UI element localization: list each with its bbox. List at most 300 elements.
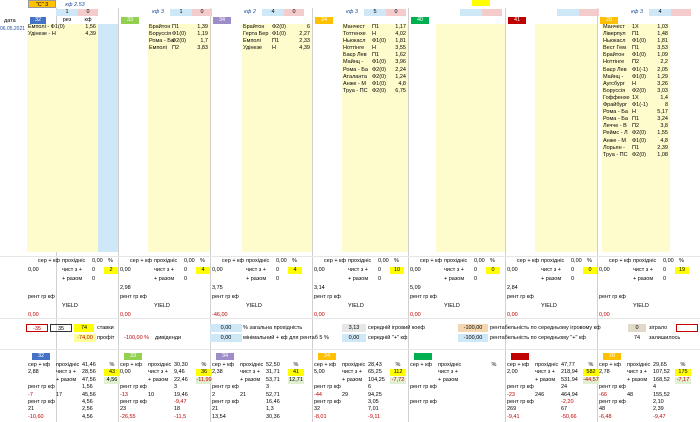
table-row (602, 88, 670, 95)
table-row (602, 109, 670, 116)
bottom-c2: 464,94 (561, 391, 578, 398)
block-v2[interactable]: 0 (386, 9, 406, 16)
table-6 (535, 24, 597, 252)
row-name: Ньюкасл (343, 38, 366, 45)
block-num[interactable]: 33 (121, 17, 139, 24)
table-row (27, 31, 98, 38)
bottom-c3 (390, 392, 406, 399)
bottom-c1: чист з + (56, 369, 76, 376)
stat-rentgr-label: рент гр кф (507, 294, 534, 300)
row-value: 1,17 (395, 24, 406, 30)
bottom-c3[interactable]: -11,99 (196, 376, 212, 383)
summary-avg-koef-val[interactable]: 3,13 (342, 324, 366, 332)
bottom-c3[interactable]: 36 (196, 369, 212, 376)
bottom-c2: 67 (561, 406, 568, 413)
bottom-c0: 48 (599, 406, 606, 413)
row-value: 4,39 (299, 45, 310, 52)
bottom-c0: рент гр кф (120, 384, 147, 391)
bottom-c3 (675, 399, 691, 406)
summary-rent1-val[interactable]: -100,00 (458, 324, 488, 332)
stat-y: 0,00 (28, 312, 39, 318)
yellow-cell[interactable] (472, 0, 490, 6)
row-bet: Ф1(-1) (632, 66, 648, 73)
bottom-c0 (410, 406, 438, 413)
title-cell[interactable]: "C" 3 (28, 0, 56, 8)
bottom-c1: прохідніс (438, 362, 462, 368)
bottom-c3[interactable]: 12,71 (289, 376, 303, 383)
row-name: Труа - ПС (603, 151, 628, 158)
row-bet: Ф2(0) (632, 130, 646, 137)
table-row (342, 38, 408, 45)
row-name: Брайтон (149, 24, 171, 30)
bottom-num[interactable] (414, 353, 432, 360)
stat-c[interactable]: 19 (675, 267, 689, 274)
stat-razom-label: + разом (541, 276, 562, 282)
stat-rentgr-label: рент гр кф (314, 294, 341, 300)
bottom-c3 (583, 392, 599, 399)
bottom-c2: 94,25 (368, 391, 382, 398)
stat-c[interactable]: 4 (196, 267, 210, 274)
bottom-c2: 52,71 (266, 391, 280, 398)
stat-y: 0,00 (410, 312, 421, 318)
bottom-num[interactable]: 20 (603, 353, 621, 360)
summary-red-box[interactable] (676, 324, 698, 332)
row-name: Лорьян - (603, 144, 625, 151)
row-name: Удінезе (243, 45, 262, 52)
stat-b: 0 (474, 267, 478, 273)
bottom-c1: чист з + (438, 369, 458, 376)
block-v1[interactable] (557, 9, 579, 16)
bottom-c0: -7 (28, 391, 33, 398)
summary-neg100: -100,00 % (124, 335, 150, 341)
stat-small: 2,98 (120, 285, 131, 291)
bottom-c3 (486, 406, 502, 413)
block-v1[interactable]: 4 (649, 9, 671, 16)
bottom-c0: -13 (120, 391, 128, 398)
bottom-c0: сер + кф (28, 362, 51, 368)
row-value: 1,62 (395, 52, 406, 59)
bottom-c3 (390, 384, 406, 391)
row-bet: П1 (632, 31, 640, 38)
bottom-num[interactable]: 32 (32, 353, 50, 360)
bottom-c0: 2,88 (28, 369, 39, 376)
table-row (342, 31, 408, 38)
stat-prox-val: 0,00 (378, 258, 389, 264)
bottom-c2: 1,56 (82, 384, 93, 391)
bottom-c2: 41,46 (82, 362, 96, 368)
row-bet: П2 (632, 59, 640, 66)
row-bet: П1 (172, 24, 180, 30)
stat-b: 0 (571, 267, 575, 273)
table-row (342, 81, 408, 88)
bottom-c3[interactable]: 41 (288, 369, 304, 376)
row-bet: Ф2(0) (372, 66, 386, 73)
stat-rentgr-label: рент гр кф (212, 294, 239, 300)
bottom-c3 (196, 392, 212, 399)
bottom-c0 (410, 414, 438, 421)
row-value: 3,53 (657, 45, 668, 52)
table-row (602, 67, 670, 74)
bottom-c2 (464, 406, 486, 413)
bottom-c3[interactable]: 175 (675, 369, 691, 376)
bottom-c2 (464, 362, 486, 369)
block-kf: кф 3 (631, 9, 643, 15)
bottom-c2: 45,56 (82, 391, 96, 398)
stat-c[interactable]: 4 (288, 267, 302, 274)
stat-yield-label: YIELD (633, 303, 649, 309)
table-row (602, 24, 670, 31)
bottom-c1: 29 (342, 391, 349, 398)
bottom-c1: 10 (148, 391, 155, 398)
bottom-c3 (486, 384, 502, 391)
bottom-c3[interactable]: % (680, 362, 686, 368)
bottom-c0: сер + кф (507, 362, 530, 368)
col1-num[interactable]: 32 (30, 17, 46, 24)
table-row (602, 116, 670, 123)
row-name: Манчест (603, 24, 625, 30)
bottom-c0: сер + кф (410, 362, 433, 368)
bottom-c1: + разом (342, 376, 363, 383)
row-name: Анже - М (603, 137, 626, 144)
row-name: Ліверпул (603, 31, 626, 38)
stat-razom-label: + разом (246, 276, 267, 282)
table-row (602, 52, 670, 59)
stat-y: 0,00 (120, 312, 131, 318)
bottom-c2: 4,56 (82, 399, 93, 405)
block-v2[interactable] (482, 9, 502, 16)
row-name: Фрайбург (603, 102, 628, 109)
row-bet: Ф1(0) (632, 38, 646, 45)
stat-prox-val: 0,00 (276, 258, 287, 264)
bottom-num[interactable]: 34 (216, 353, 234, 360)
stat-y: 0,00 (507, 312, 518, 318)
stat-yield-label: YIELD (541, 303, 557, 309)
bottom-c3 (288, 414, 304, 421)
bottom-c3[interactable]: % (293, 362, 299, 368)
bottom-c0: рент гр кф (212, 399, 239, 405)
stat-chyst-label: чист з + (541, 267, 561, 273)
table-row (342, 45, 408, 52)
bottom-c2: 531,94 (561, 376, 578, 383)
block-v2[interactable]: 0 (192, 9, 212, 16)
bottom-c3[interactable]: 4,56 (104, 377, 120, 384)
bottom-c2: 16,46 (266, 399, 280, 405)
summary-played-val[interactable]: 0 (628, 324, 646, 332)
bottom-c0: рент гр кф (120, 399, 147, 405)
bottom-num[interactable]: 33 (124, 353, 142, 360)
bottom-c0: рент гр кф (212, 384, 239, 391)
bottom-c0: рент гр кф (599, 399, 626, 405)
bottom-c3[interactable]: 582 (583, 369, 599, 376)
row-value: 2,39 (657, 144, 668, 151)
stat-chyst-label: чист з + (633, 267, 653, 273)
row-value: 1,4 (660, 94, 668, 101)
bottom-c2 (464, 392, 486, 399)
row-name: Вест Гем (603, 45, 626, 52)
bottom-c3 (583, 384, 599, 391)
stat-prox-val: 0,00 (571, 258, 582, 264)
row-bet: П2 (172, 45, 180, 52)
table-row (342, 88, 408, 95)
row-name: Лечче - В (603, 123, 627, 130)
summary-profit: профіт (97, 335, 115, 341)
bottom-c3[interactable]: % (491, 362, 497, 368)
date-label: дата (4, 18, 16, 24)
block-v1[interactable]: 4 (262, 9, 284, 16)
stat-c[interactable]: 0 (583, 267, 597, 274)
stat-c[interactable]: 10 (390, 267, 404, 274)
row-name: Анже - М (343, 80, 366, 87)
bottom-c0: -26,55 (120, 413, 136, 420)
bottom-c2: 30,36 (266, 413, 280, 420)
stat-chyst-label: чист з + (62, 267, 82, 273)
bottom-num[interactable]: 24 (318, 353, 336, 360)
row-bet: П1 (372, 24, 380, 30)
stat-c[interactable]: 0 (486, 267, 500, 274)
block-num[interactable]: 34 (213, 17, 231, 24)
bottom-c3[interactable]: 112 (390, 369, 406, 376)
row-name: Рома - Ба (603, 109, 628, 116)
row-value: 2,33 (299, 38, 310, 45)
block-num[interactable]: 24 (315, 17, 333, 24)
bottom-c2 (464, 377, 486, 384)
row-value: 1,48 (657, 31, 668, 38)
summary-neg74[interactable]: -74,00 (74, 334, 96, 342)
row-bet: П1 (632, 45, 640, 52)
table-row (602, 74, 670, 81)
bottom-c0: 2,00 (507, 369, 518, 376)
bottom-c3[interactable]: % (588, 362, 594, 368)
bottom-c3[interactable]: 43 (104, 369, 120, 376)
row-name: Герта Бер (243, 31, 269, 38)
date-value: 06.05.2021 (0, 26, 26, 32)
bottom-c2: 28,56 (82, 369, 96, 376)
top-cell-bar[interactable] (0, 0, 700, 8)
row-value: 1,08 (657, 151, 668, 158)
stat-prox-label: прохідніс (541, 258, 565, 264)
stat-small: 3,75 (212, 285, 223, 291)
block-v1[interactable]: 5 (364, 9, 386, 16)
bottom-c0: -10,60 (28, 413, 44, 420)
row-value: 4,39 (85, 31, 96, 38)
row-bet: П1 (272, 38, 280, 45)
stat-small: 2,84 (507, 285, 518, 291)
bottom-c2: 107,52 (653, 369, 670, 376)
table-row (342, 59, 408, 66)
bottom-c0: -66 (599, 391, 607, 398)
bottom-c2: 2,56 (82, 406, 93, 413)
summary-35[interactable]: 35 (50, 324, 72, 332)
summary-avg-koef-label: середній ігровий коеф (368, 325, 425, 331)
bottom-c0: 2 (212, 391, 216, 398)
row-value: 1,7 (200, 38, 208, 45)
bottom-c1: 17 (56, 391, 63, 398)
bottom-c2: 19,46 (174, 391, 188, 398)
bottom-c2 (464, 369, 486, 376)
row-value: 1,56 (85, 24, 96, 30)
bottom-c3 (675, 392, 691, 399)
bottom-c3[interactable]: % (395, 362, 401, 368)
bottom-c0 (507, 377, 535, 384)
stat-ser-label: сер + кф (516, 258, 539, 264)
summary-74[interactable]: 74 (74, 324, 94, 332)
table-7 (602, 24, 670, 252)
summary-pass-val[interactable]: 0,00 (210, 324, 242, 332)
bottom-c1: + разом (56, 376, 77, 383)
bottom-c0: рент гр кф (410, 384, 437, 391)
bottom-c1: чист з + (627, 369, 647, 376)
bottom-c3 (196, 399, 212, 406)
bottom-c0: 5,00 (314, 369, 325, 376)
bottom-c0: 2,38 (212, 369, 223, 376)
stat-ser-label: сер + кф (37, 258, 60, 264)
block-v1[interactable]: 1 (170, 9, 192, 16)
bottom-c0: 13,54 (212, 413, 226, 420)
stat-a: 0,00 (507, 267, 518, 273)
block-num[interactable]: 40 (411, 17, 429, 24)
bottom-c0: 23 (120, 406, 127, 413)
summary-avg-plus-val[interactable]: 0,00 (342, 334, 366, 342)
stat-b: 0 (663, 267, 667, 273)
bottom-c3[interactable]: % (201, 362, 207, 368)
row-value: 3,03 (657, 87, 668, 94)
bottom-c3 (675, 414, 691, 421)
col1-v2[interactable]: 0 (78, 9, 98, 16)
summary-min-val[interactable]: 0,00 (210, 334, 242, 342)
row-name: Аугсбург (603, 80, 625, 87)
table-2 (148, 24, 210, 252)
row-name: Реймс - Л (603, 130, 628, 137)
bottom-c2: 24 (561, 384, 568, 391)
bottom-c3[interactable] (486, 369, 502, 376)
bottom-c0 (410, 377, 438, 384)
summary-rent2-val[interactable]: -100,00 (458, 334, 488, 342)
row-name: Боруссія (149, 31, 172, 38)
table-row (242, 45, 312, 52)
block-num[interactable]: 20 (600, 17, 618, 24)
bottom-c3 (196, 406, 212, 413)
summary-avg-plus-label: середній "+" кф (368, 335, 408, 341)
bottom-c0: 21 (28, 406, 35, 413)
table-row (242, 38, 312, 45)
bottom-c2: -9,47 (174, 399, 187, 405)
col1-v1[interactable]: 1 (56, 9, 78, 16)
summary-rent2-label: рентабельність по середньому "+" кф (490, 335, 586, 341)
table-row (602, 38, 670, 45)
row-bet: П2 (632, 123, 640, 130)
row-bet: Ф1(0) (372, 59, 386, 66)
bottom-c1: чист з + (148, 369, 168, 376)
bottom-c0: 21 (212, 406, 219, 413)
row-value: 1,55 (657, 130, 668, 137)
stat-d: 0 (474, 276, 478, 282)
bottom-c2: -50,66 (561, 413, 577, 420)
row-name: Боруссія (603, 87, 626, 94)
bottom-c1: прохідніс (627, 362, 651, 368)
stat-yield-label: YIELD (62, 303, 78, 309)
row-value: 3,96 (395, 59, 406, 66)
bottom-c0: 0,00 (120, 369, 131, 376)
bottom-c3[interactable]: % (109, 362, 115, 368)
bottom-c3[interactable]: -7,72 (391, 376, 405, 383)
bottom-c3[interactable]: -44,57 (583, 376, 599, 383)
row-bet: Ф2(0) (172, 38, 186, 45)
summary-neg35[interactable]: -35 (26, 324, 48, 332)
stat-prox-label: прохідніс (633, 258, 657, 264)
row-value: 4,8 (660, 137, 668, 144)
bottom-num[interactable] (511, 353, 529, 360)
bottom-c3 (390, 399, 406, 406)
bottom-c2: 22,46 (174, 376, 188, 383)
table-row (602, 138, 670, 145)
summary-left-val[interactable]: 74 (633, 335, 641, 341)
bottom-c3[interactable]: -7,17 (676, 376, 690, 383)
bottom-c3 (390, 406, 406, 413)
row-name: Баєр Лев (343, 52, 367, 59)
bottom-c2: 2,39 (653, 406, 664, 413)
table-row (342, 24, 408, 31)
table-row (242, 31, 312, 38)
row-bet: Ф1(0) (632, 52, 646, 59)
stat-chyst-label: чист з + (246, 267, 266, 273)
bottom-c1: прохідніс (148, 362, 172, 368)
row-value: 4,8 (398, 80, 406, 87)
bottom-c2: 4 (653, 384, 657, 391)
bottom-c2: 47,56 (82, 376, 96, 383)
bottom-c0: рент гр кф (314, 384, 341, 391)
row-value: 2,24 (395, 66, 406, 73)
block-num[interactable]: 41 (508, 17, 526, 24)
stat-a: 0,00 (28, 267, 39, 273)
row-value: 1,81 (657, 38, 668, 45)
block-v2[interactable] (579, 9, 599, 16)
stat-y: 0,00 (314, 312, 325, 318)
bottom-c3[interactable] (486, 377, 502, 384)
stat-pct: % (108, 258, 113, 264)
stat-c[interactable]: 2 (104, 267, 118, 274)
row-value: 2,2 (660, 59, 668, 66)
stat-yield-label: YIELD (444, 303, 460, 309)
row-bet: П1 (632, 116, 640, 123)
table-1 (27, 24, 98, 252)
table-row (602, 59, 670, 66)
row-bet: П1 (632, 144, 640, 151)
bottom-c0 (28, 377, 56, 384)
bottom-c3 (583, 414, 599, 421)
stat-a: 0,00 (410, 267, 421, 273)
table-3 (242, 24, 312, 252)
bottom-c3 (196, 414, 212, 421)
table-4 (342, 24, 408, 252)
bottom-c2: -11,5 (174, 413, 187, 420)
bottom-c2: 4,56 (82, 413, 93, 420)
bottom-c0: рент гр кф (507, 384, 534, 391)
stat-pct: % (292, 258, 297, 264)
bottom-c1: + разом (535, 376, 556, 383)
bottom-c2: 218,94 (561, 369, 578, 376)
bottom-c0: рент гр кф (410, 399, 437, 405)
summary-pass-label: % загальна прохідність (243, 325, 303, 331)
block-v2[interactable]: 0 (284, 9, 304, 16)
row-bet: Ф2(0) (372, 73, 386, 80)
summary-min-label: мінімальний + кф для рентаб 5 % (243, 335, 329, 341)
stat-a: 0,00 (212, 267, 223, 273)
stat-prox-label: прохідніс (246, 258, 270, 264)
stat-chyst-label: чист з + (348, 267, 368, 273)
block-v2[interactable] (671, 9, 691, 16)
stat-razom-label: + разом (62, 276, 83, 282)
block-v1[interactable] (460, 9, 482, 16)
